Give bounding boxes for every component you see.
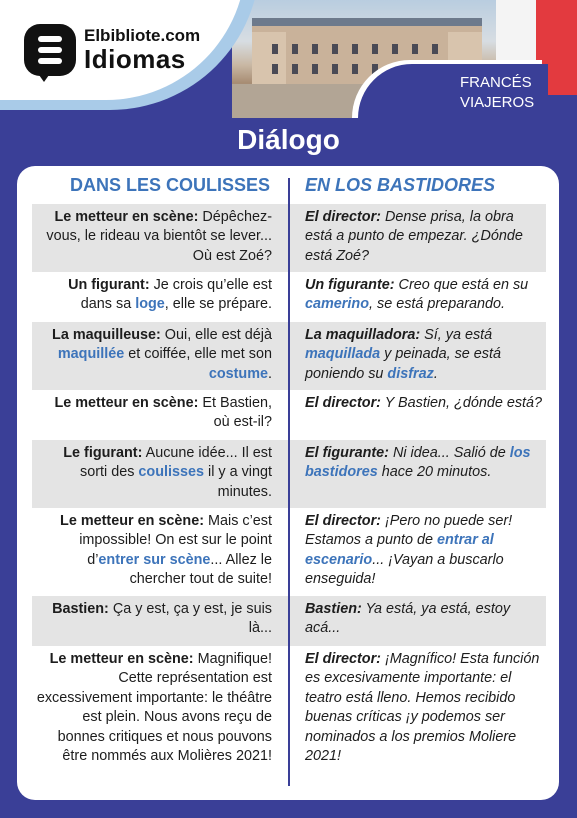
line-text: .: [433, 365, 438, 382]
speaker-name: Le metteur en scène:: [54, 395, 199, 411]
speaker-name: Bastien:: [305, 601, 362, 617]
speaker-name: Bastien:: [52, 601, 109, 617]
french-line: [36, 512, 272, 590]
line-text: Et Bastien, où est-il?: [198, 395, 272, 431]
logo-e-mark: [38, 36, 62, 64]
speaker-name: Le figurant:: [63, 445, 143, 461]
spanish-line: [305, 512, 543, 590]
line-text: Dépêchez-vous, le rideau va bientôt se lever... Où est Zoé?: [46, 209, 272, 264]
line-text: hace 20 minutos.: [377, 464, 492, 481]
vocabulary-term: maquillée: [57, 346, 125, 363]
vocabulary-term: los bastidores: [305, 445, 531, 481]
line-text: Aucune idée... Il est sorti des: [80, 445, 272, 481]
spanish-column-title: EN LOS BASTIDORES: [305, 175, 496, 195]
french-line: [36, 326, 272, 384]
line-text: , se está preparando.: [369, 296, 506, 313]
line-text: Ya está, ya está, estoy acá...: [305, 601, 511, 637]
line-text: il y a vingt minutes.: [204, 464, 272, 500]
header: [0, 0, 577, 118]
line-text: , elle se prépare.: [164, 296, 272, 313]
vocabulary-term: entrar al escenario: [305, 532, 494, 568]
line-text: ... Allez le chercher tout de suite!: [129, 551, 272, 588]
line-text: ¡Magnífico! Esta función es excesivamente importante: el teatro está lleno. Hemos recibido buenas críticas ¡y podemos ser nominados a los premios Moliere 2021!: [305, 651, 540, 765]
french-line: [36, 650, 272, 766]
spanish-line: [305, 276, 543, 315]
spanish-line: [305, 650, 543, 766]
vocabulary-term: loge: [135, 296, 165, 313]
speaker-name: El figurante:: [305, 445, 389, 461]
line-text: .: [268, 365, 272, 382]
speaker-name: La maquilleuse:: [52, 327, 161, 343]
speaker-name: El director:: [305, 651, 381, 667]
vocabulary-term: camerino: [305, 296, 369, 313]
page-title: Diálogo: [237, 124, 340, 155]
vocabulary-term: disfraz: [387, 365, 434, 382]
french-line: [36, 600, 272, 639]
spanish-line: [305, 600, 543, 639]
spanish-line: [305, 394, 543, 413]
speaker-name: Le metteur en scène:: [54, 209, 199, 225]
line-text: Sí, ya está: [420, 327, 493, 343]
french-line: [36, 444, 272, 502]
vocabulary-term: costume: [208, 365, 268, 382]
spanish-line: [305, 208, 543, 266]
vocabulary-term: maquillada: [305, 346, 381, 363]
line-text: Je crois qu’elle est dans sa: [80, 277, 272, 313]
line-text: Creo que está en su: [394, 277, 529, 293]
speaker-name: Un figurante:: [305, 277, 395, 293]
line-text: Magnifique! Cette représentation est excessivement importante: le théâtre est plein. Nous avons reçu de bonnes critiques et nous pouvons être nommés aux Molières 2021!: [36, 651, 272, 765]
spanish-line: [305, 444, 543, 483]
french-column-title: DANS LES COULISSES: [70, 175, 271, 195]
line-text: et coiffée, elle met son: [124, 346, 272, 363]
brand-name: Idiomas: [84, 44, 186, 74]
speaker-name: El director:: [305, 513, 381, 529]
french-line: [36, 394, 272, 433]
line-text: Dense prisa, la obra está a punto de empezar. ¿Dónde está Zoé?: [305, 209, 523, 264]
speaker-name: Le metteur en scène:: [60, 513, 205, 529]
line-text: ¡Pero no puede ser! Estamos a punto de: [305, 513, 513, 549]
vocabulary-term: entrer sur scène: [98, 551, 211, 568]
tag-language: FRANCÉS: [460, 74, 532, 91]
vocabulary-term: coulisses: [138, 464, 205, 481]
line-text: Mais c’est impossible! On est sur le point d’: [79, 513, 272, 568]
speaker-name: La maquilladora:: [305, 327, 421, 343]
speaker-name: El director:: [305, 395, 381, 411]
line-text: Y Bastien, ¿dónde está?: [380, 395, 543, 411]
column-divider: [288, 178, 290, 786]
line-text: Ni idea... Salió de: [388, 445, 510, 461]
line-text: y peinada, se está poniendo su: [305, 346, 501, 382]
line-text: Ça y est, ça y est, je suis là...: [108, 601, 272, 637]
line-text: ... ¡Vayan a buscarlo enseguida!: [305, 551, 504, 588]
tag-audience: VIAJEROS: [460, 94, 535, 111]
speaker-name: El director:: [305, 209, 381, 225]
french-line: [36, 276, 272, 315]
brand-site: Elbibliote.com: [84, 26, 201, 45]
speaker-name: Le metteur en scène:: [49, 651, 194, 667]
line-text: Oui, elle est déjà: [160, 327, 272, 343]
french-line: [36, 208, 272, 266]
spanish-line: [305, 326, 543, 384]
speaker-name: Un figurant:: [68, 277, 150, 293]
